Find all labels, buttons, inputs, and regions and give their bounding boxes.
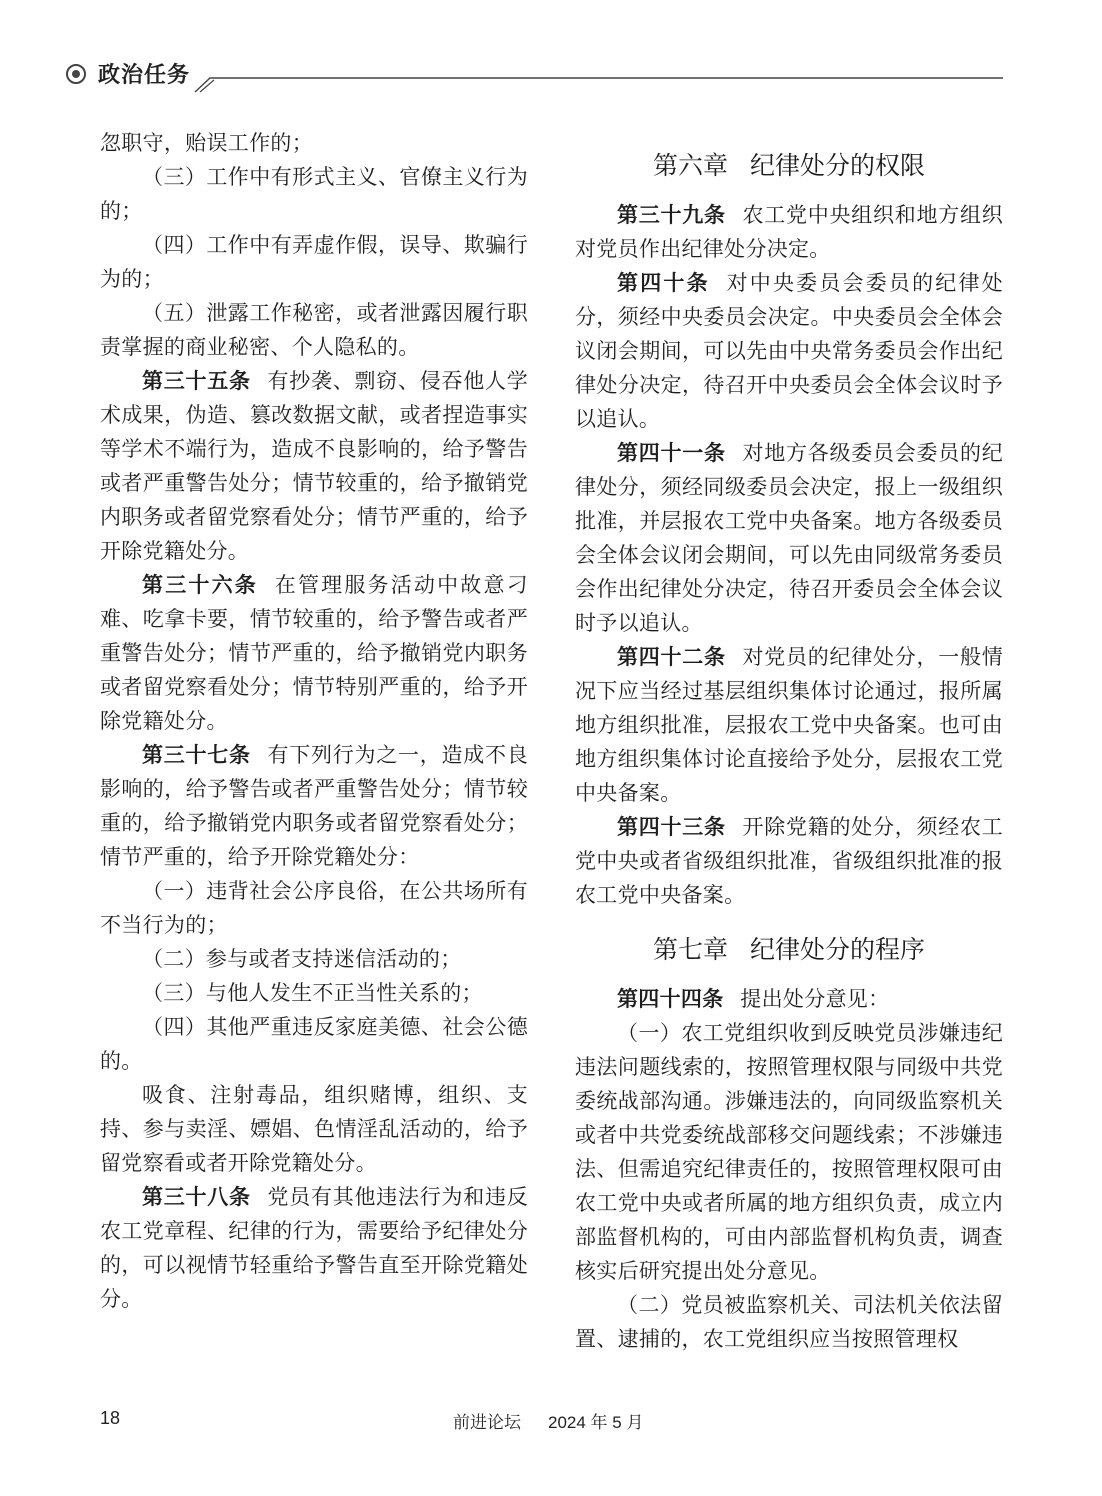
paragraph: （四）工作中有弄虚作假，误导、欺骗行为的； [100, 233, 528, 291]
article-paragraph: 第四十二条 对党员的纪律处分，一般情况下应当经过基层组织集体讨论通过，报所属地方组织批准，层报农工党中央备案。也可由地方组织集体讨论直接给予处分，层报农工党中央备案。 [575, 645, 1003, 805]
page-header [0, 0, 1102, 110]
article-paragraph: 第四十三条 开除党籍的处分，须经农工党中央或者省级组织批准，省级组织批准的报农工党中央备案。 [575, 815, 1003, 907]
article-number: 第四十条 [617, 271, 710, 295]
journal-name: 前进论坛 [453, 1413, 521, 1432]
article-paragraph: 第四十条 对中央委员会委员的纪律处分，须经中央委员会决定。中央委员会全体会议闭会期间，可以先由中央常务委员会作出纪律处分决定，待召开中央委员会全体会议时予以追认。 [575, 271, 1003, 431]
section-title: 政治任务 [98, 63, 191, 88]
article-number: 第四十二条 [617, 645, 726, 669]
article-number: 第三十八条 [142, 1185, 251, 1209]
page-number: 18 [100, 1408, 121, 1428]
paragraph: （五）泄露工作秘密，或者泄露因履行职责掌握的商业秘密、个人隐私的。 [100, 301, 528, 359]
paragraph: （二）参与或者支持迷信活动的； [142, 947, 462, 971]
issue-date: 2024 年 5 月 [548, 1413, 644, 1432]
paragraph: 忽职守，贻误工作的； [100, 131, 313, 155]
article-number: 第四十一条 [617, 441, 726, 465]
paragraph: （三）与他人发生不正当性关系的； [142, 981, 483, 1005]
right-column [575, 126, 1003, 1356]
header-rule [0, 0, 1102, 110]
left-column [100, 126, 528, 1316]
chapter-heading: 第六章 纪律处分的权限 [652, 151, 926, 180]
paragraph: （一）违背社会公序良俗，在公共场所有不当行为的； [100, 879, 528, 937]
article-paragraph: 第四十一条 对地方各级委员会委员的纪律处分，须经同级委员会决定，报上一级组织批准，并层报农工党中央备案。地方各级委员会全体会议闭会期间，可以先由同级常务委员会作出纪律处分决定，待召开委员会全体会议时予以追认。 [575, 441, 1003, 635]
article-number: 第四十四条 [617, 987, 724, 1011]
article-paragraph: 第三十九条 农工党中央组织和地方组织对党员作出纪律处分决定。 [575, 203, 1003, 261]
paragraph: （二）党员被监察机关、司法机关依法留置、逮捕的，农工党组织应当按照管理权 [575, 1293, 1003, 1351]
paragraph: 吸食、注射毒品，组织赌博，组织、支持、参与卖淫、嫖娼、色情淫乱活动的，给予留党察看或者开除党籍处分。 [100, 1083, 528, 1175]
article-number: 第四十三条 [617, 815, 726, 839]
article-paragraph: 第三十七条 有下列行为之一，造成不良影响的，给予警告或者严重警告处分；情节较重的，给予撤销党内职务或者留党察看处分；情节严重的，给予开除党籍处分： [100, 743, 528, 869]
paragraph: （四）其他严重违反家庭美德、社会公德的。 [100, 1015, 528, 1073]
paragraph: （一）农工党组织收到反映党员涉嫌违纪违法问题线索的，按照管理权限与同级中共党委统战部沟通。涉嫌违法的，向同级监察机关或者中共党委统战部移交问题线索；不涉嫌违法、但需追究纪律责任的，按照管理权限可由农工党中央或者所属的地方组织负责，成立内部监督机构的，可由内部监督机构负责，调查核实后研究提出处分意见。 [575, 1021, 1003, 1283]
article-paragraph: 第三十八条 党员有其他违法行为和违反农工党章程、纪律的行为，需要给予纪律处分的，可以视情节轻重给予警告直至开除党籍处分。 [100, 1185, 528, 1311]
article-paragraph: 第三十五条 有抄袭、剽窃、侵吞他人学术成果，伪造、篡改数据文献，或者捏造事实等学术不端行为，造成不良影响的，给予警告或者严重警告处分；情节较重的，给予撤销党内职务或者留党察看处分；情节严重的，给予开除党籍处分。 [100, 369, 528, 563]
article-paragraph: 第四十四条 提出处分意见： [617, 987, 890, 1011]
article-number: 第三十七条 [142, 743, 251, 767]
article-paragraph: 第三十六条 在管理服务活动中故意刁难、吃拿卡要，情节较重的，给予警告或者严重警告处分；情节严重的，给予撤销党内职务或者留党察看处分；情节特别严重的，给予开除党籍处分。 [100, 573, 528, 733]
article-number: 第三十五条 [142, 369, 251, 393]
chapter-heading: 第七章 纪律处分的程序 [652, 935, 926, 964]
article-number: 第三十九条 [617, 203, 726, 227]
paragraph: （三）工作中有形式主义、官僚主义行为的； [100, 165, 528, 223]
article-number: 第三十六条 [142, 573, 258, 597]
